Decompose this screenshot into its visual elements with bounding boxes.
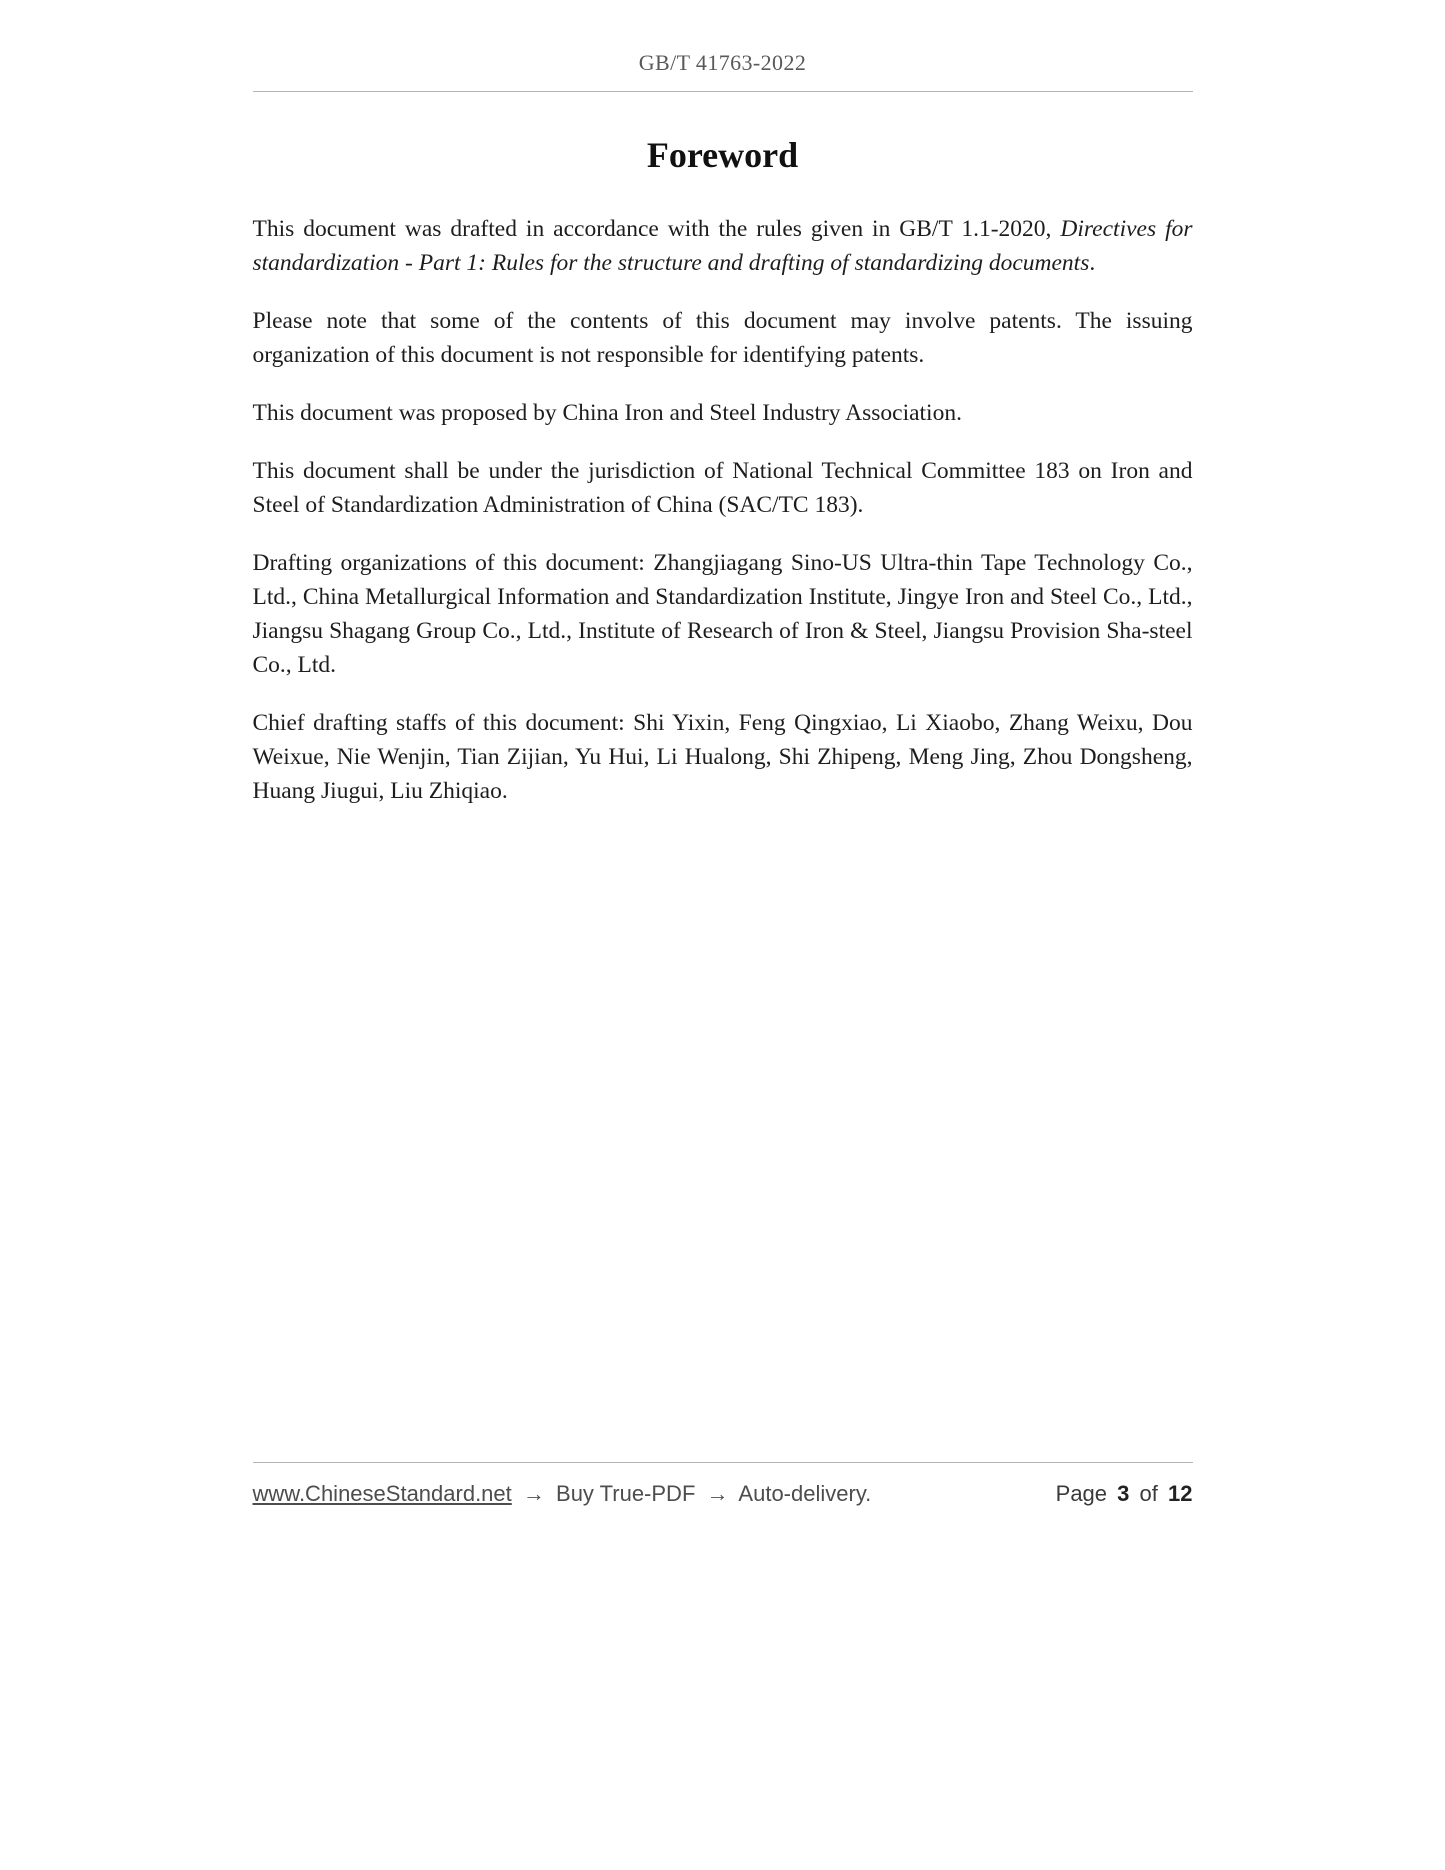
header-rule — [253, 91, 1193, 92]
arrow-right-icon: → — [522, 1481, 545, 1506]
of-word: of — [1139, 1481, 1158, 1506]
document-header — [253, 50, 1193, 76]
paragraph-drafting-rules — [253, 212, 1193, 280]
paragraph-drafting-organizations: Drafting organizations of this document: Zhangjiagang Sino-US Ultra-thin Tape Technology Co., Ltd., China Metallurgical Information and Standardization Institute, Jingye Iron and Steel Co., Ltd., Jiangsu Shagang Group Co., Ltd., Institute of Research of Iron & Steel, Jiangsu Provision Sha-steel Co., Ltd. — [252, 550, 1193, 678]
footer-delivery-text: Auto-delivery. — [738, 1481, 872, 1506]
standard-number: GB/T 41763-2022 — [638, 50, 807, 75]
website-link[interactable]: www.ChineseStandard.net — [252, 1481, 512, 1506]
footer-row — [253, 1481, 1193, 1507]
footer-rule — [253, 1462, 1193, 1463]
total-pages: 12 — [1168, 1481, 1193, 1506]
page-title: Foreword — [646, 135, 799, 175]
para1-italic-document-title: Directives for standardization - Part 1: Rules for the structure and drafting of standardizing documents — [252, 216, 1193, 276]
footer-buy-text: Buy True-PDF — [556, 1481, 696, 1506]
para1-lead: This document was drafted in accordance with the rules given in GB/T 1.1-2020, — [252, 216, 1061, 242]
page-indicator — [1052, 1481, 1193, 1507]
paragraph-chief-drafting-staffs: Chief drafting staffs of this document: Shi Yixin, Feng Qingxiao, Li Xiaobo, Zhang Weixu, Dou Weixue, Nie Wenjin, Tian Zijian, Yu Hui, Li Hualong, Shi Zhipeng, Meng Jing, Zhou Dongsheng, Huang Jiugui, Liu Zhiqiao. — [252, 710, 1193, 804]
page-footer — [253, 1462, 1193, 1507]
paragraph-proposed-by: This document was proposed by China Iron and Steel Industry Association. — [252, 400, 962, 426]
arrow-right-icon: → — [706, 1481, 729, 1506]
paragraph-patents-notice: Please note that some of the contents of this document may involve patents. The issuing organization of this document is not responsible for identifying patents. — [252, 308, 1193, 368]
page-word: Page — [1055, 1481, 1108, 1506]
para1-tail: . — [1089, 250, 1096, 276]
page-number: 3 — [1117, 1481, 1130, 1506]
paragraph-jurisdiction: This document shall be under the jurisdiction of National Technical Committee 183 on Iron and Steel of Standardization Administration of China (SAC/TC 183). — [252, 458, 1193, 518]
page-content — [253, 0, 1193, 808]
footer-source — [253, 1481, 874, 1507]
